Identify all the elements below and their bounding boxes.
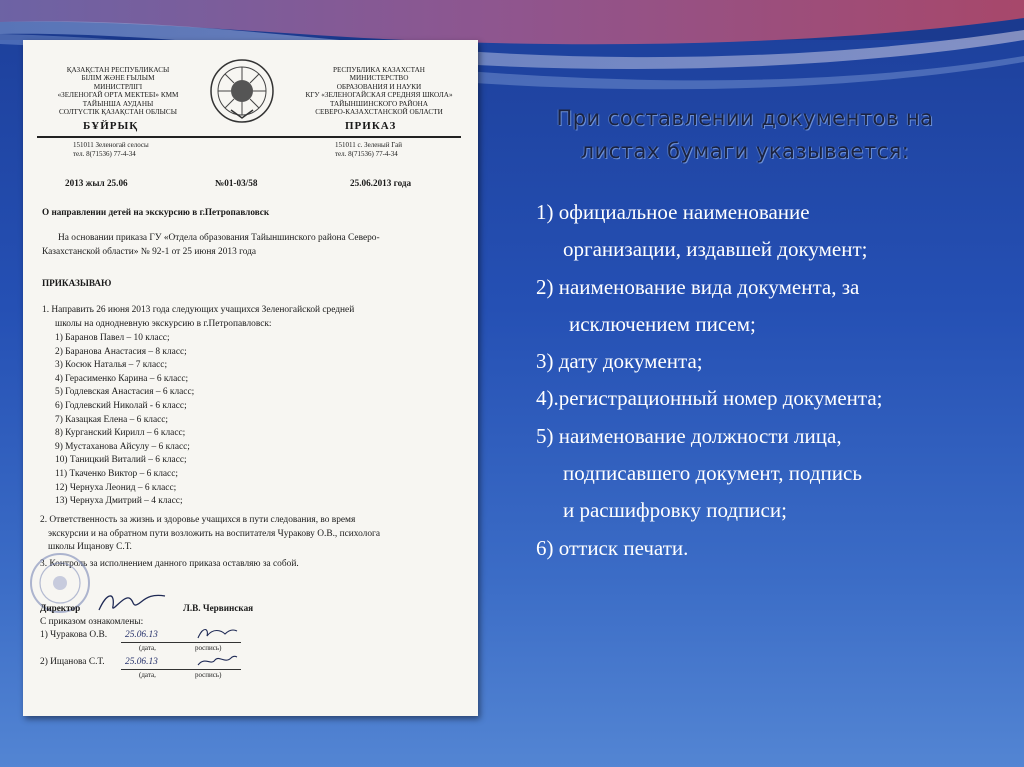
student-item: 2) Баранова Анастасия – 8 класс;	[55, 346, 187, 357]
director-label: Директор	[40, 603, 81, 613]
student-item: 6) Годлевский Николай - 6 класс;	[55, 400, 187, 411]
doc-subject: О направлении детей на экскурсию в г.Петропавловск	[42, 207, 270, 217]
address-left-line: 151011 Зеленогай селосы	[73, 141, 149, 149]
list-item: 5) наименование должности лица,	[536, 423, 842, 448]
student-item: 13) Чернуха Дмитрий – 4 класс;	[55, 496, 183, 507]
header-right-line: СЕВЕРО-КАЗАХСТАНСКОЙ ОБЛАСТИ	[315, 108, 443, 117]
student-item: 12) Чернуха Леонид – 6 класс;	[55, 482, 177, 493]
header-right-org	[299, 66, 459, 116]
header-left-line: ҚАЗАҚСТАН РЕСПУБЛИКАСЫ	[66, 66, 170, 74]
student-item: 5) Годлевская Анастасия – 6 класс;	[55, 387, 195, 398]
list-item: исключением писем;	[569, 311, 756, 336]
student-item: 7) Казацкая Елена – 6 класс;	[55, 414, 169, 425]
header-right-line: ОБРАЗОВАНИЯ И НАУКИ	[336, 82, 422, 91]
list-item: 6) оттиск печати.	[536, 535, 689, 560]
header-right-line: МИНИСТЕРСТВО	[349, 74, 409, 83]
date-ru: 25.06.2013 года	[350, 178, 412, 188]
ack-2-date: 25.06.13	[125, 657, 158, 667]
doc-basis	[42, 232, 380, 259]
list-item: подписавшего документ, подпись	[563, 461, 862, 486]
header-divider	[37, 136, 461, 138]
header-left-line: «ЗЕЛЕНОГАЙ ОРТА МЕКТЕБІ» КММ	[57, 91, 179, 100]
address-right-line: тел. 8(71536) 77-4-34	[335, 149, 398, 158]
order-item-line: школы на однодневную экскурсию в г.Петропавловск:	[55, 318, 272, 329]
address-left-line: тел. 8(71536) 77-4-34	[73, 149, 136, 158]
slide-title-line2: листах бумаги указывается:	[580, 139, 910, 163]
order-item-line: экскурсии и на обратном пути возложить на воспитателя Чуракову О.В., психолога	[48, 528, 381, 539]
director-name: Л.В. Червинская	[183, 603, 254, 613]
doc-type-ru: ПРИКАЗ	[345, 120, 397, 132]
ack-2-caption-date: (дата,	[139, 671, 156, 679]
ack-2-caption-sign: роспись)	[195, 671, 222, 679]
order-item-3: 3. Контроль за исполнением данного приказа оставляю за собой.	[40, 559, 299, 569]
list-item: 3) дату документа;	[536, 349, 703, 374]
order-word: ПРИКАЗЫВАЮ	[42, 278, 112, 288]
student-item: 1) Баранов Павел – 10 класс;	[55, 333, 170, 343]
list-item: 4).регистрационный номер документа;	[536, 386, 883, 411]
ack-1-name: 1) Чуракова О.В.	[40, 630, 108, 640]
doc-number: №01-03/58	[215, 178, 258, 188]
doc-basis-line: На основании приказа ГУ «Отдела образования Тайыншинского района Северо-	[58, 233, 380, 243]
order-item-line: 2. Ответственность за жизнь и здоровье учащихся в пути следования, во время	[40, 515, 356, 525]
ack-2-signature-icon	[195, 652, 239, 670]
header-left-line: ТАЙЫНША АУДАНЫ	[82, 99, 154, 108]
ack-1-caption-date: (дата,	[139, 644, 156, 652]
order-item-2	[40, 514, 380, 555]
doc-type-kz: БҰЙРЫҚ	[83, 120, 139, 132]
list-item: организации, издавшей документ;	[563, 237, 868, 262]
ack-1-date: 25.06.13	[125, 630, 158, 640]
student-item: 11) Ткаченко Виктор – 6 класс;	[55, 468, 178, 479]
student-item: 3) Косюк Наталья – 7 класс;	[55, 360, 168, 371]
header-right-line: ТАЙЫНШИНСКОГО РАЙОНА	[329, 99, 429, 108]
header-left-line: БІЛІМ ЖӘНЕ ҒЫЛЫМ	[81, 74, 155, 83]
ack-1-signature-icon	[195, 624, 239, 642]
slide-title-line1: При составлении документов на	[556, 106, 934, 130]
slide-title	[500, 102, 990, 168]
student-item: 8) Курганский Кирилл – 6 класс;	[55, 428, 186, 439]
order-item-1	[42, 304, 354, 331]
list-item: и расшифровку подписи;	[563, 498, 787, 523]
address-right	[335, 141, 402, 158]
header-left-org	[53, 66, 183, 116]
ack-2-name: 2) Ищанова С.Т.	[40, 657, 105, 667]
header-left-line: МИНИСТРЛІГІ	[93, 82, 143, 91]
date-kz: 2013 жыл 25.06	[65, 178, 128, 188]
header-right-line: КГУ «ЗЕЛЕНОГАЙСКАЯ СРЕДНЯЯ ШКОЛА»	[305, 91, 453, 100]
ack-label: С приказом ознакомлены:	[40, 617, 144, 627]
list-item: 1) официальное наименование	[536, 200, 810, 224]
requirements-list	[536, 194, 1006, 567]
ack-1-caption-sign: роспись)	[195, 644, 222, 652]
address-left	[73, 141, 149, 158]
list-item: 2) наименование вида документа, за	[536, 274, 860, 299]
student-item: 4) Герасименко Карина – 6 класс;	[55, 373, 189, 384]
students-list	[55, 332, 194, 509]
state-emblem-icon	[209, 58, 275, 124]
header-left-line: СОЛТҮСТІК ҚАЗАҚСТАН ОБЛЫСЫ	[59, 108, 177, 117]
order-item-line: школы Ищанову С.Т.	[48, 542, 132, 553]
student-item: 10) Таницкий Виталий – 6 класс;	[55, 455, 187, 466]
student-item: 9) Мустаханова Айсулу – 6 класс;	[55, 441, 190, 452]
address-right-line: 151011 с. Зеленый Гай	[335, 141, 402, 149]
header-right-line: РЕСПУБЛИКА КАЗАХСТАН	[333, 66, 425, 74]
order-document-scan	[23, 40, 478, 716]
order-item-line: 1. Направить 26 июня 2013 года следующих учащихся Зеленогайской средней	[42, 305, 355, 315]
ack-1-line	[121, 642, 241, 643]
doc-basis-line: Казахстанской области» № 92-1 от 25 июня 2013 года	[42, 246, 257, 257]
director-signature-icon	[95, 588, 175, 616]
